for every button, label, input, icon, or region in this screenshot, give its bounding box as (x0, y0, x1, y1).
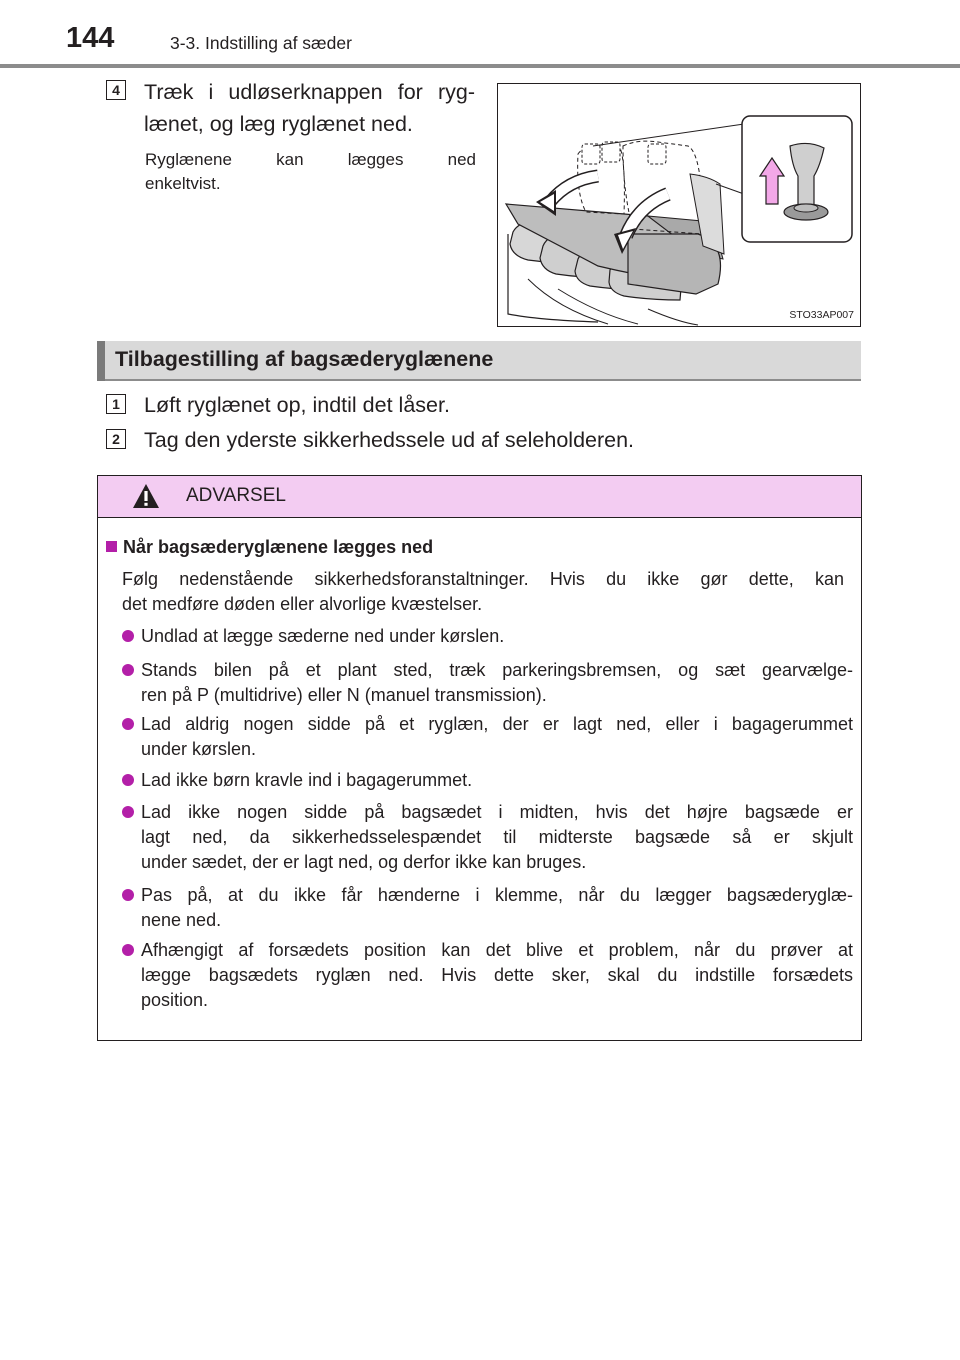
step-badge-4: 4 (106, 80, 126, 100)
bullet-dot-icon (122, 774, 134, 786)
warning-intro-line2: det medføre døden eller alvorlige kvæstelser. (122, 594, 483, 614)
warning-bullet (122, 624, 856, 650)
bullet-dot-icon (122, 889, 134, 901)
step-4-text-line2: lænet, og læg ryglænet ned. (144, 112, 413, 136)
header-rule (0, 64, 960, 68)
warning-bullet (122, 938, 856, 1016)
step-2-text: Tag den yderste sikkerhedssele ud af seleholderen. (144, 428, 635, 452)
bullet-line: ren på P (multidrive) eller N (manuel transmission). (141, 685, 547, 705)
bullet-dot-icon (122, 630, 134, 642)
bullet-line: Lad aldrig nogen sidde på et ryglæn, der er lagt ned, eller i bagagerummet (141, 714, 853, 734)
bullet-dot-icon (122, 944, 134, 956)
bullet-dot-icon (122, 806, 134, 818)
bullet-line: Undlad at lægge sæderne ned under kørslen. (141, 626, 505, 646)
warning-bullet (122, 800, 856, 878)
step-4-text-line1: Træk i udløserknappen for ryg- (144, 80, 475, 104)
bullet-dot-icon (122, 718, 134, 730)
bullet-line: under kørslen. (141, 739, 257, 759)
bullet-line: lægge bagsædets ryglæn ned. Hvis dette sker, skal du indstille forsædets (141, 965, 853, 985)
subsection-heading (97, 341, 861, 381)
bullet-line: Lad ikke nogen sidde på bagsædet i midten, hvis det højre bagsæde er (141, 802, 853, 822)
bullet-line: Pas på, at du ikke får hænderne i klemme, når du lægger bagsæderyglæ- (141, 885, 853, 905)
warning-header (98, 476, 861, 518)
section-title: 3-3. Indstilling af sæder (170, 33, 352, 53)
bullet-line: position. (141, 990, 209, 1010)
step-badge-2: 2 (106, 429, 126, 449)
step-badge-1: 1 (106, 394, 126, 414)
bullet-line: Stands bilen på et plant sted, træk parkeringsbremsen, og sæt gearvælge- (141, 660, 853, 680)
page-number: 144 (66, 22, 115, 54)
warning-bullet (122, 712, 856, 764)
bullet-line: nene ned. (141, 910, 222, 930)
warning-subtitle-text: Når bagsæderyglænene lægges ned (123, 537, 434, 557)
figure-code: STO33AP007 (789, 309, 854, 321)
warning-bullet (122, 883, 856, 935)
warning-box (97, 475, 862, 1041)
warning-bullet (122, 768, 856, 794)
bullet-dot-icon (122, 664, 134, 676)
warning-label: ADVARSEL (186, 485, 286, 506)
warning-bullet (122, 658, 856, 710)
warning-intro-line1: Følg nedenstående sikkerhedsforanstaltninger. Hvis du ikke gør dette, kan (122, 569, 844, 589)
warning-triangle-icon (132, 483, 160, 509)
warning-subtitle (106, 537, 433, 558)
bullet-line: lagt ned, da sikkerhedsselespændet til midterste bagsæde så er skjult (141, 827, 853, 847)
bullet-line: Lad ikke børn kravle ind i bagagerummet. (141, 770, 473, 790)
square-bullet-icon (106, 541, 117, 552)
step-1-text: Løft ryglænet op, indtil det låser. (144, 393, 450, 417)
bullet-line: Afhængigt af forsædets position kan det blive et problem, når du prøver at (141, 940, 853, 960)
step-4-note-line2: enkeltvist. (145, 174, 221, 193)
subsection-title: Tilbagestilling af bagsæderyglænene (115, 347, 494, 371)
seat-fold-figure (497, 83, 861, 327)
subsection-accent-bar (97, 341, 105, 381)
seat-fold-illustration (498, 84, 860, 326)
step-4-note-line1: Ryglænene kan lægges ned (145, 150, 476, 169)
bullet-line: under sædet, der er lagt ned, og derfor ikke kan bruges. (141, 852, 587, 872)
